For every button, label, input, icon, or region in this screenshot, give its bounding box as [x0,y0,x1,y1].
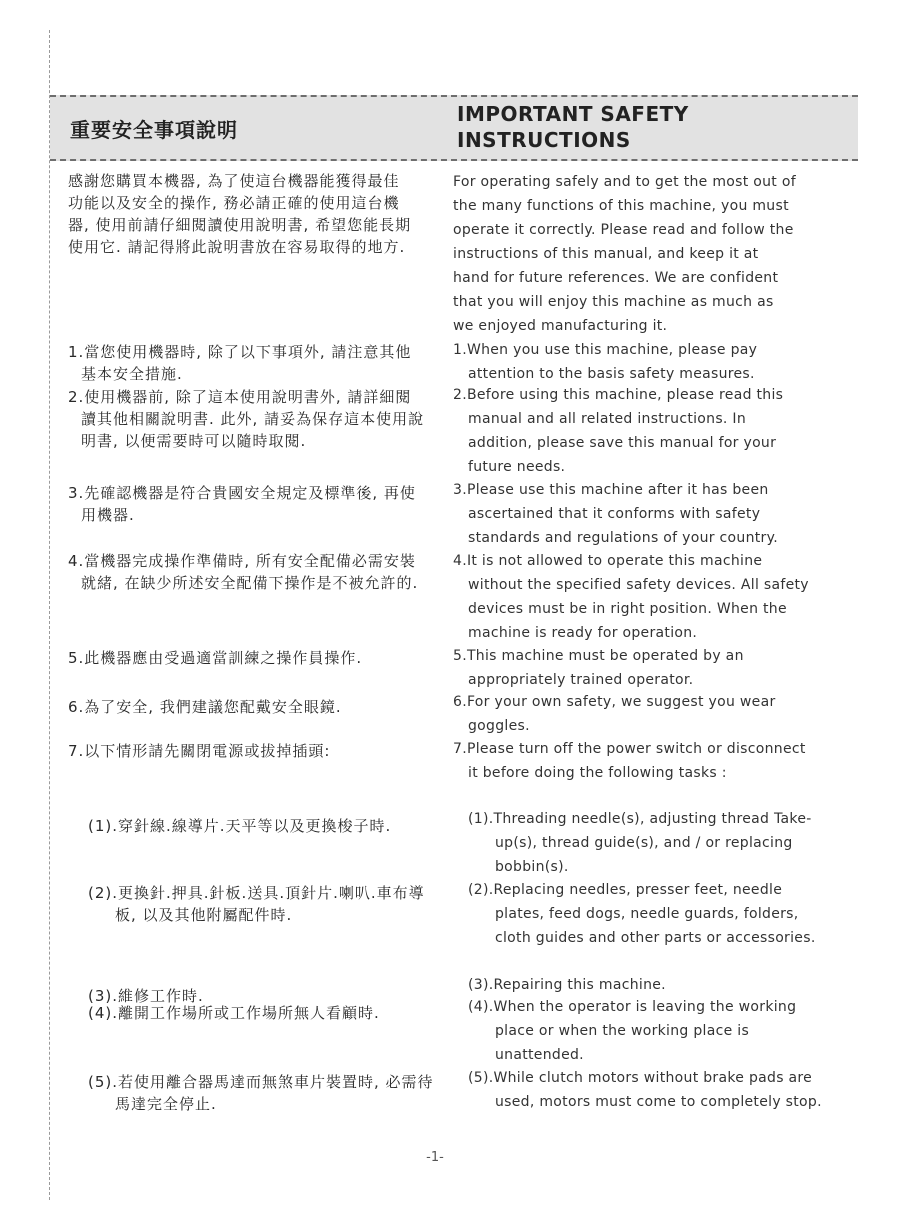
subitem-2-english: (2).Replacing needles, presser feet, needle plates, feed dogs, needle guards, folders, cloth guides and other parts or accessories. [468,882,816,946]
item-6-chinese: 6.為了安全, 我們建議您配戴安全眼鏡. [68,698,342,716]
item-2-chinese: 2.使用機器前, 除了這本使用說明書外, 請詳細閱讀其他相關說明書. 此外, 請妥為保存這本使用說明書, 以便需要時可以隨時取閱. [68,388,425,450]
page-number: -1- [426,1150,444,1165]
subitem-3-english: (3).Repairing this machine. [468,977,666,993]
item-4-chinese: 4.當機器完成操作準備時, 所有安全配備必需安裝就緒, 在缺少所述安全配備下操作是不被允許的. [68,552,419,592]
subitem-5-chinese: (5).若使用離合器馬達而無煞車片裝置時, 必需待馬達完全停止. [88,1073,434,1113]
item-4-english: 4.It is not allowed to operate this machine without the specified safety devices. All safety devices must be in right position. When the machine is ready for operation. [453,553,809,641]
item-3-chinese: 3.先確認機器是符合貴國安全規定及標準後, 再使用機器. [68,484,416,524]
subitem-4-chinese: (4).離開工作場所或工作場所無人看顧時. [88,1004,380,1022]
intro-english: For operating safely and to get the most out of the many functions of this machine, you must operate it correctly. Please read and follow the instructions of this manual, and keep it at hand for future references. We are confident that you will enjoy this machine as much as we enjoyed manufacturing it. [453,174,796,334]
subitem-1-chinese: (1).穿針線.線導片.天平等以及更換梭子時. [88,817,392,835]
item-3-english: 3.Please use this machine after it has been ascertained that it conforms with safety standards and regulations of your country. [453,482,778,546]
item-5-chinese: 5.此機器應由受過適當訓練之操作員操作. [68,649,363,667]
intro-chinese: 感謝您購買本機器, 為了使這台機器能獲得最佳功能以及安全的操作, 務必請正確的使用這台機器, 使用前請仔細閱讀使用說明書, 希望您能長期使用它. 請記得將此說明書放在容易取得的地方. [68,172,412,256]
subitem-1-english: (1).Threading needle(s), adjusting thread Take-up(s), thread guide(s), and / or replacing bobbin(s). [468,811,812,875]
item-1-chinese: 1.當您使用機器時, 除了以下事項外, 請注意其他基本安全措施. [68,343,412,383]
item-2-english: 2.Before using this machine, please read this manual and all related instructions. In addition, please save this manual for your future needs. [453,387,784,475]
binding-margin-line [49,30,50,1200]
subitem-2-chinese: (2).更換針.押具.針板.送具.頂針片.喇叭.車布導板, 以及其他附屬配件時. [88,884,425,924]
title-english: IMPORTANT SAFETY INSTRUCTIONS [457,102,689,152]
subitem-3-chinese: (3).維修工作時. [88,987,204,1005]
subitem-5-english: (5).While clutch motors without brake pads are used, motors must come to completely stop. [468,1070,822,1110]
item-7-chinese: 7.以下情形請先關閉電源或拔掉插頭: [68,742,331,760]
item-5-english: 5.This machine must be operated by an appropriately trained operator. [453,648,744,688]
item-6-english: 6.For your own safety, we suggest you wear goggles. [453,694,776,734]
item-7-english: 7.Please turn off the power switch or disconnect it before doing the following tasks : [453,741,806,781]
subitem-4-english: (4).When the operator is leaving the working place or when the working place is unattended. [468,999,797,1063]
item-1-english: 1.When you use this machine, please pay attention to the basis safety measures. [453,342,758,382]
title-chinese: 重要安全事項說明 [70,118,238,142]
